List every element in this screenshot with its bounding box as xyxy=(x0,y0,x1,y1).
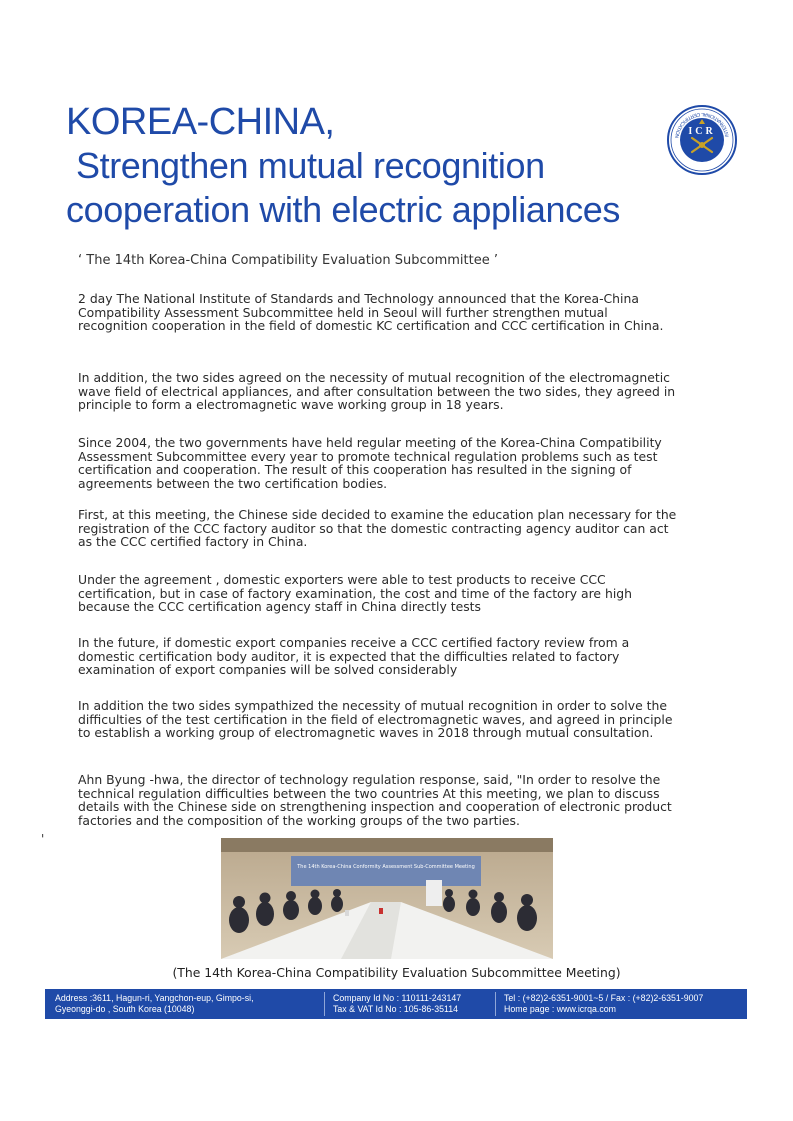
stray-mark: ' xyxy=(41,832,45,846)
meeting-photo xyxy=(221,838,553,959)
subtitle: ‘ The 14th Korea-China Compatibility Evaluation Subcommittee ’ xyxy=(78,253,498,268)
paragraph-5: Under the agreement , domestic exporters were able to test products to receive CCC certification, but in case of factory examination, the cost and time of the factory are high because the CCC certification agency staff in China directly tests xyxy=(78,572,632,615)
footer-contact xyxy=(504,993,703,1015)
paragraph-2: In addition, the two sides agreed on the necessity of mutual recognition of the electromagnetic wave field of electrical appliances, and after consultation between the two sides, they agreed in principle to form a electromagnetic wave working group in 18 years. xyxy=(78,370,676,413)
paragraph-4: First, at this meeting, the Chinese side decided to examine the education plan necessary for the registration of the CCC factory auditor so that the domestic contracting agency auditor can act as the CCC certified factory in China. xyxy=(78,507,677,550)
paragraph-3: Since 2004, the two governments have held regular meeting of the Korea-China Compatibility Assessment Subcommittee every year to promote technical regulation problems such as test certification and cooperation. The result of this cooperation has resulted in the signing of agreements between the two certification bodies. xyxy=(78,435,662,491)
icr-seal-icon xyxy=(666,104,738,176)
footer-address xyxy=(55,993,254,1015)
title-line-1: KOREA-CHINA, xyxy=(66,101,335,143)
photo-banner-text: The 14th Korea-China Conformity Assessment Sub-Committee Meeting xyxy=(297,864,475,870)
logo-text: ICR xyxy=(688,126,716,137)
footer-homepage: Home page : www.icrqa.com xyxy=(504,1004,616,1014)
footer-company-ids xyxy=(333,993,461,1015)
paragraph-7: In addition the two sides sympathized the necessity of mutual recognition in order to solve the difficulties of the test certification in the field of electromagnetic waves, and agreed in principle to establish a working group of electromagnetic waves in 2018 through mutual consultation. xyxy=(78,698,673,741)
footer-divider xyxy=(324,992,325,1016)
paragraph-1: 2 day The National Institute of Standards and Technology announced that the Korea-China Compatibility Assessment Subcommittee held in Seoul will further strengthen mutual recognition cooperation in the field of domestic KC certification and CCC certification in China. xyxy=(78,291,664,334)
footer-tel-fax: Tel : (+82)2-6351-9001~5 / Fax : (+82)2-6351-9007 xyxy=(504,993,704,1003)
logo-ring-text: INTERNATIONAL CERTIFICATION xyxy=(673,110,731,139)
footer-address-line-2: Gyeonggi-do , South Korea (10048) xyxy=(55,1004,195,1014)
footer-address-line-1: Address :3611, Hagun-ri, Yangchon-eup, Gimpo-si, xyxy=(55,993,254,1003)
footer-tax-vat: Tax & VAT Id No : 105-86-35114 xyxy=(333,1004,459,1014)
paragraph-8: Ahn Byung -hwa, the director of technology regulation response, said, "In order to resolve the technical regulation difficulties between the two countries At this meeting, we plan to discuss details with the Chinese side on strengthening inspection and cooperation of electronic product factories and the composition of the working groups of the two parties. xyxy=(78,772,672,828)
photo-caption: (The 14th Korea-China Compatibility Evaluation Subcommittee Meeting) xyxy=(172,965,621,980)
paragraph-6: In the future, if domestic export companies receive a CCC certified factory review from a domestic certification body auditor, it is expected that the difficulties related to factory examination of export companies will be solved considerably xyxy=(78,635,630,678)
title-line-2: Strengthen mutual recognition xyxy=(76,145,545,186)
footer-bar xyxy=(45,989,747,1019)
footer-company-id: Company Id No : 110111-243147 xyxy=(333,993,462,1003)
title-line-3: cooperation with electric appliances xyxy=(66,189,620,230)
footer-divider xyxy=(495,992,496,1016)
page-title xyxy=(66,100,706,232)
